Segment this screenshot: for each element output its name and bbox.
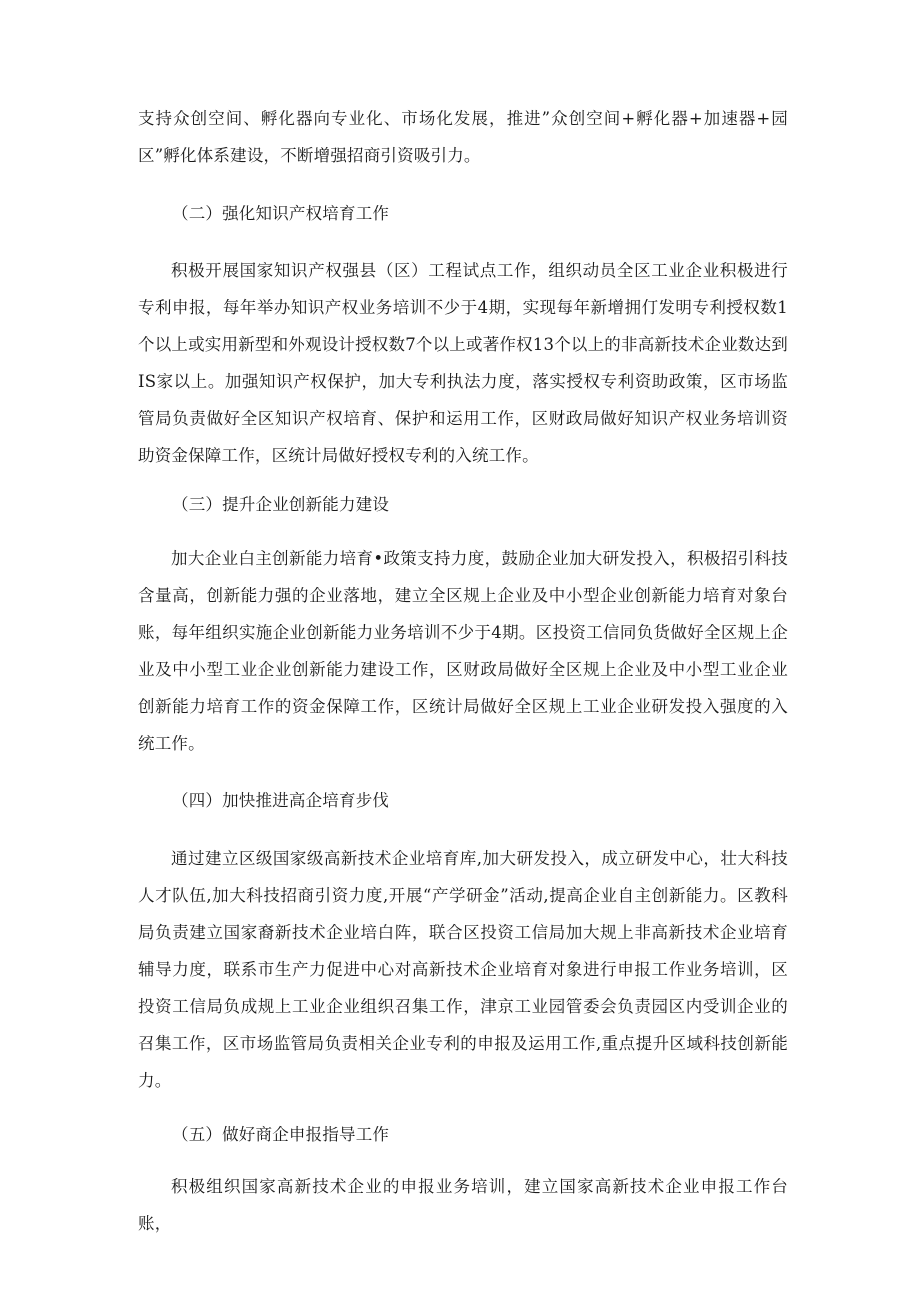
section-2-paragraph: 积极开展国家知识产权强县（区）工程试点工作，组织动员全区工业企业积极进行专利申报，每年举办知识产权业务培训不少于4期，实现每年新增拥仃发明专利授权数1个以上或实用新型和外观设计授权数7个以上或著作权13个以上的非高新技术企业数达到IS家以上。加强知识产权保护，加大专利执法力度，落实授权专利资助政策，区市场监管局负责做好全区知识产权培育、保护和运用工作，区财政局做好知识产权业务培训资助资金保障工作，区统计局做好授权专利的入统工作。 — [138, 261, 788, 465]
section-3-paragraph: 加大企业白主创新能力培育•政策支持力度，鼓励企业加大研发投入，积极招引科技含量高，创新能力强的企业落地，建立全区规上企业及中小型企业创新能力培育对象台账，每年组织实施企业创新能力业务培训不少于4期。区投资工信同负货做好全区规上企业及中小型工业企业创新能力建设工作，区财政局做好全区规上企业及中小型工业企业创新能力培育工作的资金保障工作，区统计局做好全区规上工业企业研发投入强度的入统工作。 — [138, 549, 788, 753]
section-heading-4: （四）加快推进高企培育步伐 — [172, 791, 390, 810]
section-heading-3: （三）提升企业创新能力建设 — [172, 495, 390, 514]
continuation-paragraph: 支持众创空间、孵化器向专业化、市场化发展，推进”众创空间+孵化器+加速器+园区”孵化体系建设，不断增强招商引资吸引力。 — [138, 109, 788, 165]
section-heading-2: （二）强化知识产权培育工作 — [172, 204, 390, 223]
section-5-paragraph: 积极组织国家高新技术企业的申报业务培训，建立国家高新技术企业申报工作台账， — [138, 1177, 788, 1233]
section-4-paragraph: 通过建立区级国家级高新技术企业培育库,加大研发投入，成立研发中心，壮大科技人才队伍,加大科技招商引资力度,开展“产学研金”活动,提高企业自主创新能力。区教科局负责建立国家裔新技术企业培白阵，联合区投资工信局加大规上非高新技术企业培育辅导力度，联系市生产力促进中心对高新技术企业培育对象进行申报工作业务培训，区投资工信局负成规上工业企业组织召集工作，津京工业园管委会负责园区内受训企业的召集工作，区市场监管局负责相关企业专利的申报及运用工作,重点提升区域科技创新能力。 — [138, 849, 788, 1090]
section-heading-5: （五）做好商企申报指导工作 — [172, 1125, 390, 1144]
